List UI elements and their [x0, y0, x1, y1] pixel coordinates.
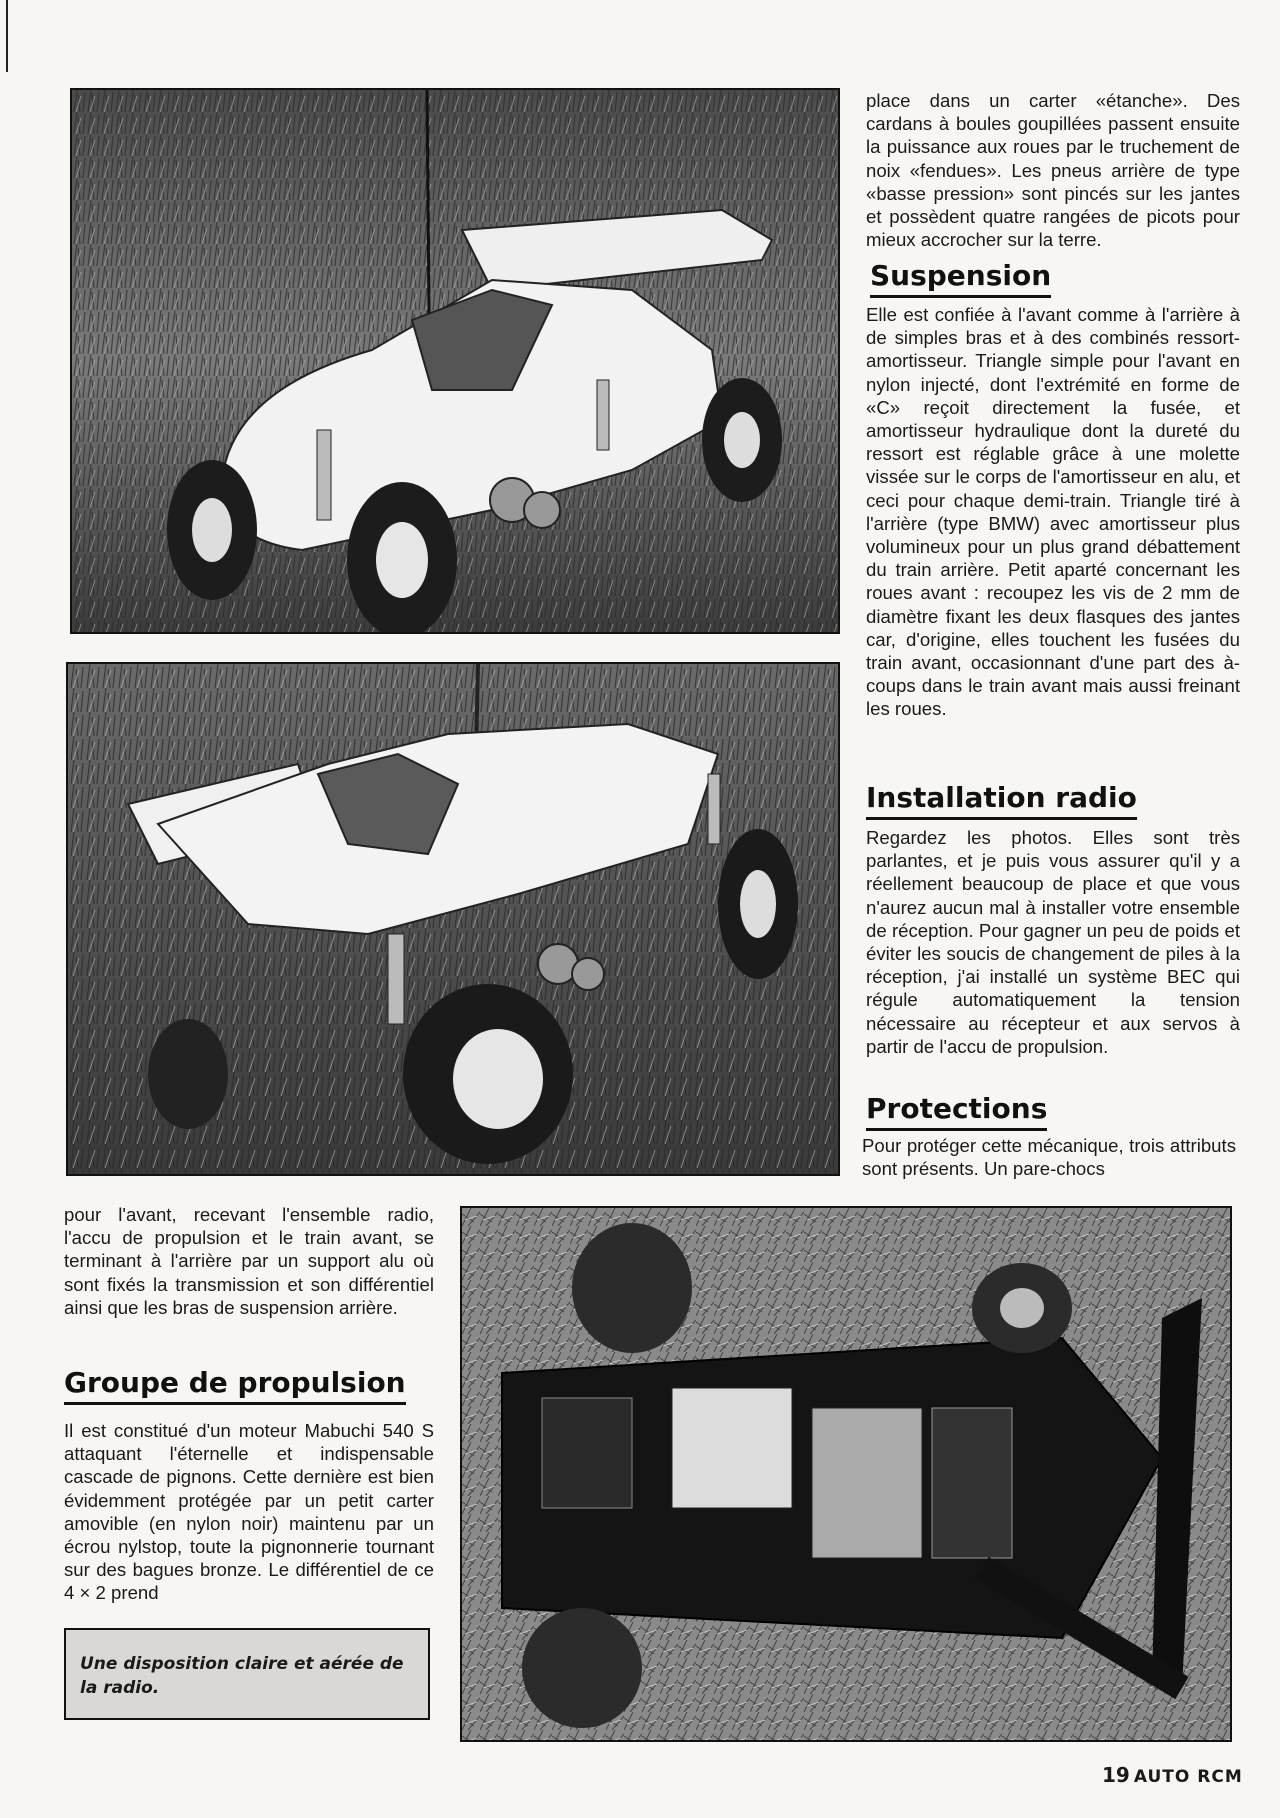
- left-column-intro: [64, 1203, 434, 1319]
- photo-buggy-front: [70, 88, 840, 634]
- page-folio: [1102, 1763, 1243, 1787]
- photo-chassis-top: [460, 1206, 1232, 1742]
- photo-buggy-rear: [66, 662, 840, 1176]
- rc-buggy-rear-photo-icon: [68, 664, 838, 1174]
- heading-installation-radio: Installation radio: [866, 781, 1137, 820]
- suspension-body: [866, 303, 1240, 721]
- heading-suspension: Suspension: [870, 259, 1051, 298]
- intro-paragraph-left: pour l'avant, recevant l'ensemble radio, l'accu de propulsion et le train avant, se terminant à l'arrière par un support alu où sont fixés la transmission et son différentiel ainsi que les bras de suspension arrière.: [64, 1204, 434, 1318]
- binding-edge-mark: [6, 0, 8, 72]
- rc-chassis-radio-photo-icon: [462, 1208, 1230, 1740]
- propulsion-paragraph: Il est constitué d'un moteur Mabuchi 540 S attaquant l'éternelle et indispensable cascade de pignons. Cette dernière est bien évidemment protégée par un petit carter amovible (en nylon noir) maintenu par un écrou nylstop, toute la pignonnerie tournant sur des bagues bronze. Le différentiel de ce 4 × 2 prend: [64, 1420, 434, 1604]
- rc-buggy-front-photo-icon: [72, 90, 838, 632]
- page-number: 19: [1102, 1763, 1130, 1787]
- right-column-intro: [866, 89, 1240, 251]
- protections-body: [862, 1134, 1236, 1180]
- caption-text: Une disposition claire et aérée de la radio.: [80, 1654, 404, 1698]
- protections-paragraph: Pour protéger cette mécanique, trois attributs sont présents. Un pare-chocs: [862, 1135, 1236, 1180]
- intro-paragraph-right: place dans un carter «étanche». Des cardans à boules goupillées passent ensuite la puissance aux roues par le truchement de noix «fendues». Les pneus arrière de type «basse pression» sont pincés sur les jantes et possèdent quatre rangées de picots pour mieux accrocher sur la terre.: [866, 90, 1240, 251]
- installation-body: [866, 826, 1240, 1058]
- magazine-name: AUTO RCM: [1133, 1767, 1243, 1787]
- photo-caption: [64, 1628, 430, 1720]
- installation-paragraph: Regardez les photos. Elles sont très parlantes, et je puis vous assurer qu'il y a réellement beaucoup de place et que vous n'aurez aucun mal à installer votre ensemble de réception. Pour gagner un peu de poids et éviter les soucis de changement de piles à la réception, j'ai installé un système BEC qui régule automatiquement la tension nécessaire au récepteur et aux servos à partir de l'accu de propulsion.: [866, 827, 1240, 1057]
- suspension-paragraph: Elle est confiée à l'avant comme à l'arrière à de simples bras et à des combinés ressort-amortisseur. Triangle simple pour l'avant en nylon injecté, dont l'extrémité en forme de «C» reçoit directement la fusée, et amortisseur hydraulique dont la dureté du ressort est réglable grâce à une molette vissée sur le corps de l'amortisseur en alu, et ceci pour chaque demi-train. Triangle tiré à l'arrière (type BMW) avec amortisseur plus volumineux pour un plus grand débattement du train arrière. Petit aparté concernant les roues avant : recoupez les vis de 2 mm de diamètre fixant les deux flasques des jantes car, d'origine, elles touchent les fusées du train avant, occasionnant d'une part des à-coups dans le train avant mais aussi freinant les roues.: [866, 304, 1240, 720]
- propulsion-body: [64, 1419, 434, 1605]
- heading-groupe-propulsion: Groupe de propulsion: [64, 1366, 406, 1405]
- heading-protections: Protections: [866, 1092, 1047, 1131]
